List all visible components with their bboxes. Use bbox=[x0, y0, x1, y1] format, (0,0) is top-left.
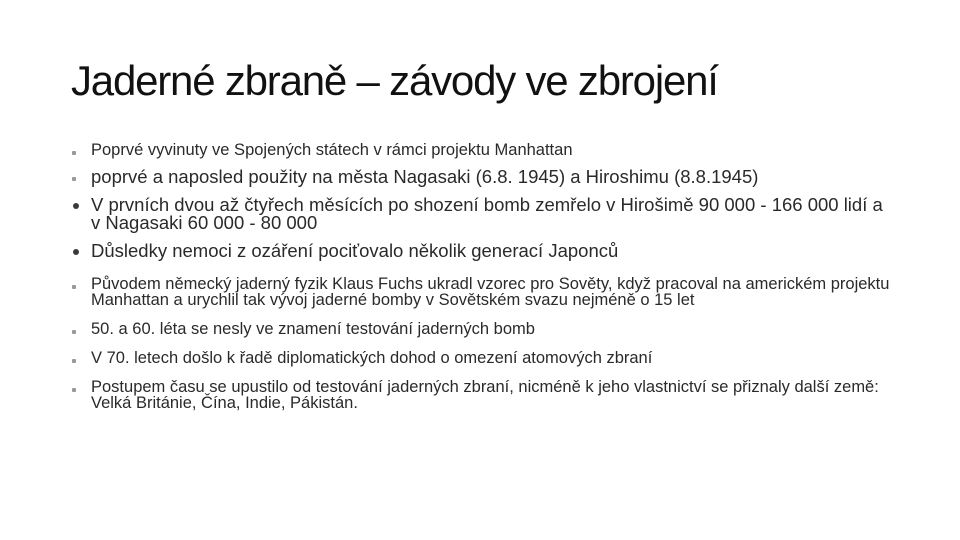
bullet-text: Poprvé vyvinuty ve Spojených státech v rámci projektu Manhattan bbox=[91, 141, 573, 159]
bullet-text: V prvních dvou až čtyřech měsících po shození bomb zemřelo v Hirošimě 90 000 - 166 000 lidí a v Nagasaki 60 000 - 80 000 bbox=[91, 194, 883, 233]
bullet-item bbox=[72, 350, 892, 366]
bullet-item bbox=[72, 379, 892, 411]
bullet-marker bbox=[72, 151, 76, 155]
slide-title: Jaderné zbraně – závody ve zbrojení bbox=[71, 57, 718, 104]
bullet-marker bbox=[72, 359, 76, 363]
bullet-text: Postupem času se upustilo od testování jaderných zbraní, nicméně k jeho vlastnictví se přiznaly další země: Velká Británie, Čína, Indie, Pákistán. bbox=[91, 378, 879, 412]
bullet-marker bbox=[73, 203, 79, 209]
bullet-item bbox=[72, 321, 892, 337]
bullet-item bbox=[72, 142, 892, 158]
bullet-marker bbox=[72, 388, 76, 392]
bullet-marker bbox=[73, 249, 79, 255]
bullet-text: V 70. letech došlo k řadě diplomatických dohod o omezení atomových zbraní bbox=[91, 349, 653, 367]
bullet-text: Původem německý jaderný fyzik Klaus Fuchs ukradl vzorec pro Sověty, když pracoval na americkém projektu Manhattan a urychlil tak vývoj jaderné bomby v Sovětském svazu nejméně o 15 let bbox=[91, 275, 890, 309]
bullet-marker bbox=[72, 330, 76, 334]
bullet-item bbox=[72, 242, 892, 260]
bullet-text: Důsledky nemoci z ozáření pociťovalo několik generací Japonců bbox=[91, 240, 619, 261]
bullet-item bbox=[72, 276, 892, 308]
bullet-marker bbox=[72, 177, 76, 181]
bullet-item bbox=[72, 168, 892, 186]
bullet-text: poprvé a naposled použity na města Nagasaki (6.8. 1945) a Hiroshimu (8.8.1945) bbox=[91, 166, 759, 187]
bullet-text: 50. a 60. léta se nesly ve znamení testování jaderných bomb bbox=[91, 320, 535, 338]
bullet-list bbox=[72, 142, 892, 411]
bullet-marker bbox=[72, 285, 76, 289]
bullet-item bbox=[72, 196, 892, 232]
